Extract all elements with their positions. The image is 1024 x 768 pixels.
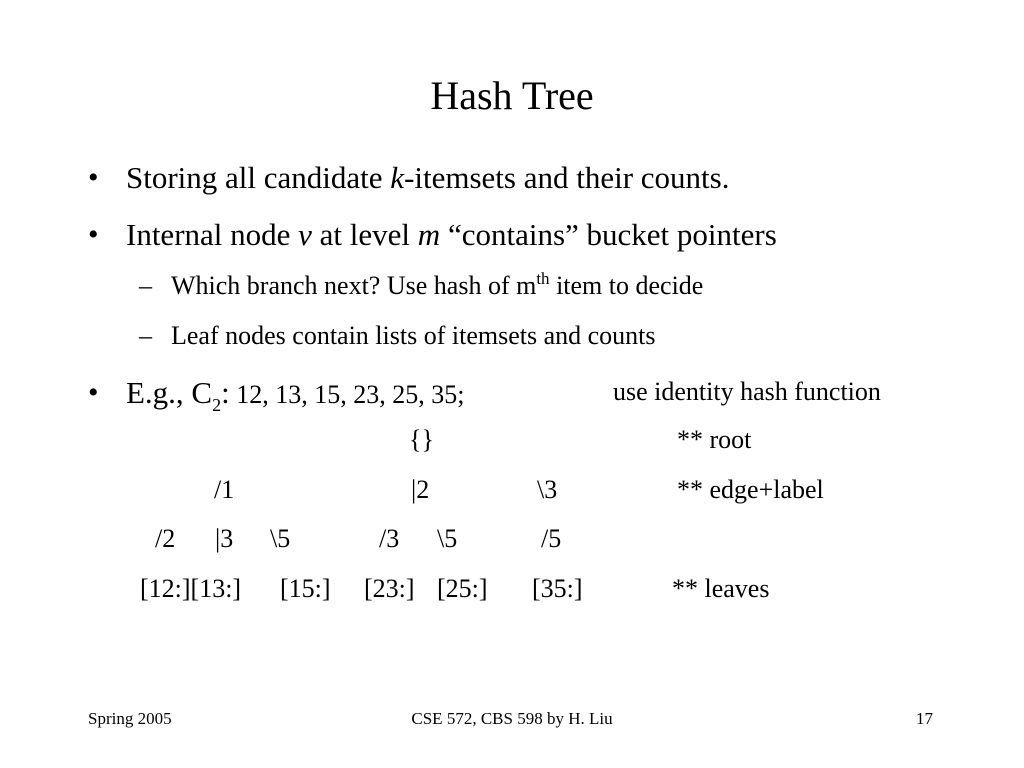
tree-leaf: [12:][13:]: [140, 574, 242, 603]
bullet-candidate-itemsets: [126, 160, 730, 196]
sub-bullet-marker: –: [139, 271, 152, 300]
hash-function-note: use identity hash function: [613, 377, 881, 406]
tree-leaf: [25:]: [437, 574, 488, 603]
bullet-text: E.g., C: [126, 375, 213, 410]
bullet-marker: •: [88, 376, 99, 409]
sub-bullet-text: Which branch next? Use hash of m: [171, 271, 537, 300]
tree-leaf: [23:]: [364, 574, 415, 603]
bullet-example: [126, 375, 464, 415]
bullet-marker: •: [88, 218, 99, 251]
tree-edge-3: \3: [537, 475, 558, 504]
sub-bullet-leaf-nodes: [171, 321, 656, 351]
bullet-text: at level: [311, 217, 418, 252]
bullet-marker: •: [88, 161, 99, 194]
bullet-text: Internal node: [126, 217, 299, 252]
italic-m: m: [417, 217, 441, 252]
italic-k: k: [390, 160, 405, 195]
tree-edge-l2: \5: [270, 524, 291, 553]
sub-bullet-text: item to decide: [549, 271, 704, 300]
tree-leaf: [15:]: [280, 574, 331, 603]
tree-root: {}: [409, 425, 434, 454]
bullet-internal-node: [126, 217, 777, 253]
candidate-values: 12, 13, 15, 23, 25, 35;: [229, 380, 465, 409]
tree-edge-l2: /3: [379, 524, 400, 553]
tree-edge-l2: |3: [215, 524, 234, 553]
tree-leaf: [35:]: [532, 574, 583, 603]
footer-course: CSE 572, CBS 598 by H. Liu: [411, 709, 613, 728]
bullet-text: “contains” bucket pointers: [440, 217, 777, 252]
sub-bullet-text: Leaf nodes contain lists of itemsets and counts: [171, 321, 656, 350]
tree-edge-1: /1: [214, 475, 235, 504]
edge-comment: ** edge+label: [677, 475, 824, 504]
subscript-2: 2: [212, 395, 222, 415]
tree-edge-l2: /5: [541, 524, 562, 553]
bullet-text: -itemsets and their counts.: [404, 160, 730, 195]
sub-bullet-which-branch: [171, 271, 703, 304]
bullet-text: Storing all candidate: [126, 160, 391, 195]
slide-number: 17: [916, 709, 933, 728]
slide-title: Hash Tree: [430, 73, 594, 118]
sub-bullet-marker: –: [139, 321, 152, 350]
bullet-text: :: [221, 375, 230, 410]
tree-edge-2: |2: [411, 475, 430, 504]
root-comment: ** root: [677, 425, 752, 454]
leaves-comment: ** leaves: [672, 574, 770, 603]
footer-date: Spring 2005: [88, 709, 172, 728]
superscript-th: th: [536, 269, 550, 288]
tree-edge-l2: /2: [155, 524, 176, 553]
italic-v: v: [298, 217, 312, 252]
tree-edge-l2: \5: [437, 524, 458, 553]
